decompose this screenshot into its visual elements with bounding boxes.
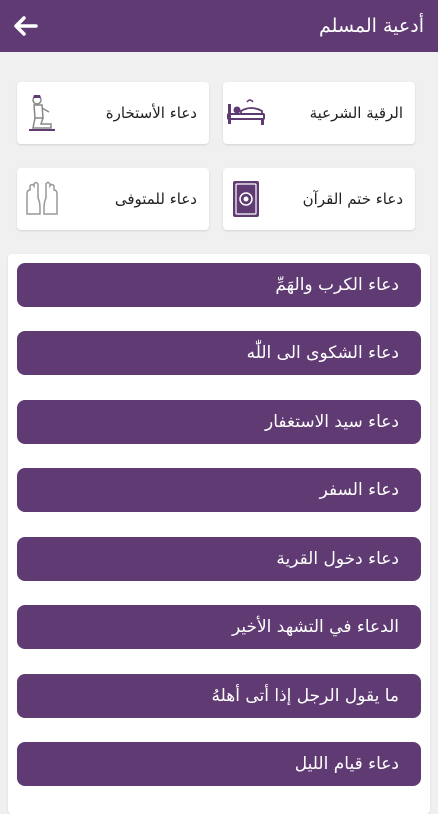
quran-book-icon [225,178,267,220]
dua-item[interactable]: دعاء السفر [17,468,421,512]
app-bar [0,0,438,52]
praying-man-icon [21,92,63,134]
card-istikhara[interactable] [17,82,209,144]
dua-item[interactable]: الدعاء في التشهد الأخير [17,605,421,649]
card-deceased[interactable] [17,168,209,230]
back-button[interactable] [8,9,42,43]
dua-item[interactable]: ما يقول الرجل إذا أتى أهلهُ [17,674,421,718]
card-label: الرقية الشرعية [309,104,403,122]
card-label: دعاء ختم القرآن [302,190,403,208]
person-in-bed-icon [225,92,267,134]
arrow-left-icon [12,15,38,37]
dua-item[interactable]: دعاء الكرب والهَمِّ [17,263,421,307]
card-label: دعاء الأستخارة [105,104,197,122]
card-label: دعاء للمتوفى [114,190,197,208]
page-title: أدعية المسلم [319,15,424,37]
raised-hands-icon [21,178,63,220]
dua-item[interactable]: دعاء قيام الليل [17,742,421,786]
dua-item[interactable]: دعاء سيد الاستغفار [17,400,421,444]
card-khatm-quran[interactable] [223,168,415,230]
card-ruqyah[interactable] [223,82,415,144]
dua-item[interactable]: دعاء دخول القرية [17,537,421,581]
dua-item[interactable]: دعاء الشكوى الى اللّٰه [17,331,421,375]
